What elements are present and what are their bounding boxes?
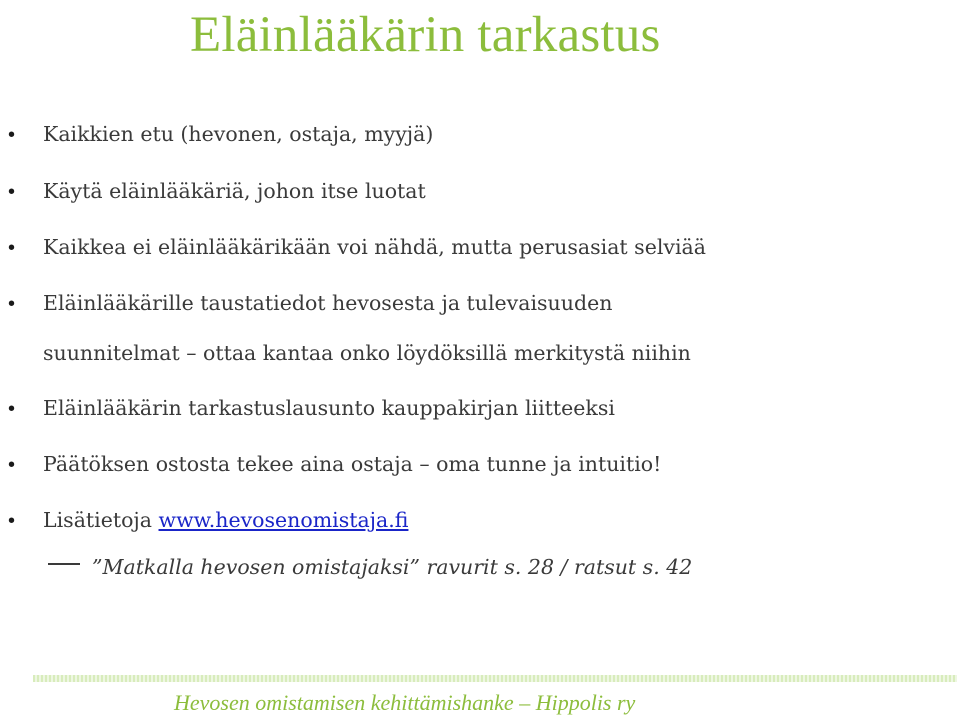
footer-text: Hevosen omistamisen kehittämishanke – Hippolis ry xyxy=(174,690,636,715)
bullet-icon: • xyxy=(8,124,16,146)
bullet-item: Päätöksen ostosta tekee aina ostaja – oma tunne ja intuitio! xyxy=(43,452,662,476)
bullet-item: Eläinlääkärille taustatiedot hevosesta ja tulevaisuuden xyxy=(43,291,613,315)
bullet-item: Kaikkien etu (hevonen, ostaja, myyjä) xyxy=(43,122,434,146)
bullet-icon: • xyxy=(8,181,16,203)
bullet-icon: • xyxy=(8,454,16,476)
bullet-icon: • xyxy=(8,510,16,532)
dash-icon xyxy=(48,563,80,565)
bullet-item: Kaikkea ei eläinlääkärikään voi nähdä, mutta perusasiat selviää xyxy=(43,235,706,259)
footer-divider xyxy=(33,675,957,682)
bullet-icon: • xyxy=(8,293,16,315)
info-prefix: Lisätietoja xyxy=(43,508,159,532)
website-link[interactable]: www.hevosenomistaja.fi xyxy=(158,508,409,532)
bullet-item: Käytä eläinlääkäriä, johon itse luotat xyxy=(43,179,426,203)
slide-title: Eläinlääkärin tarkastus xyxy=(190,7,661,63)
bullet-icon: • xyxy=(8,237,16,259)
bullet-item-info xyxy=(43,508,408,532)
bullet-icon: • xyxy=(8,398,16,420)
bullet-item-continuation: suunnitelmat – ottaa kantaa onko löydöksillä merkitystä niihin xyxy=(43,341,691,365)
bullet-item: Eläinlääkärin tarkastuslausunto kauppakirjan liitteeksi xyxy=(43,396,615,420)
sub-bullet-item: ”Matkalla hevosen omistajaksi” ravurit s. 28 / ratsut s. 42 xyxy=(92,555,693,579)
